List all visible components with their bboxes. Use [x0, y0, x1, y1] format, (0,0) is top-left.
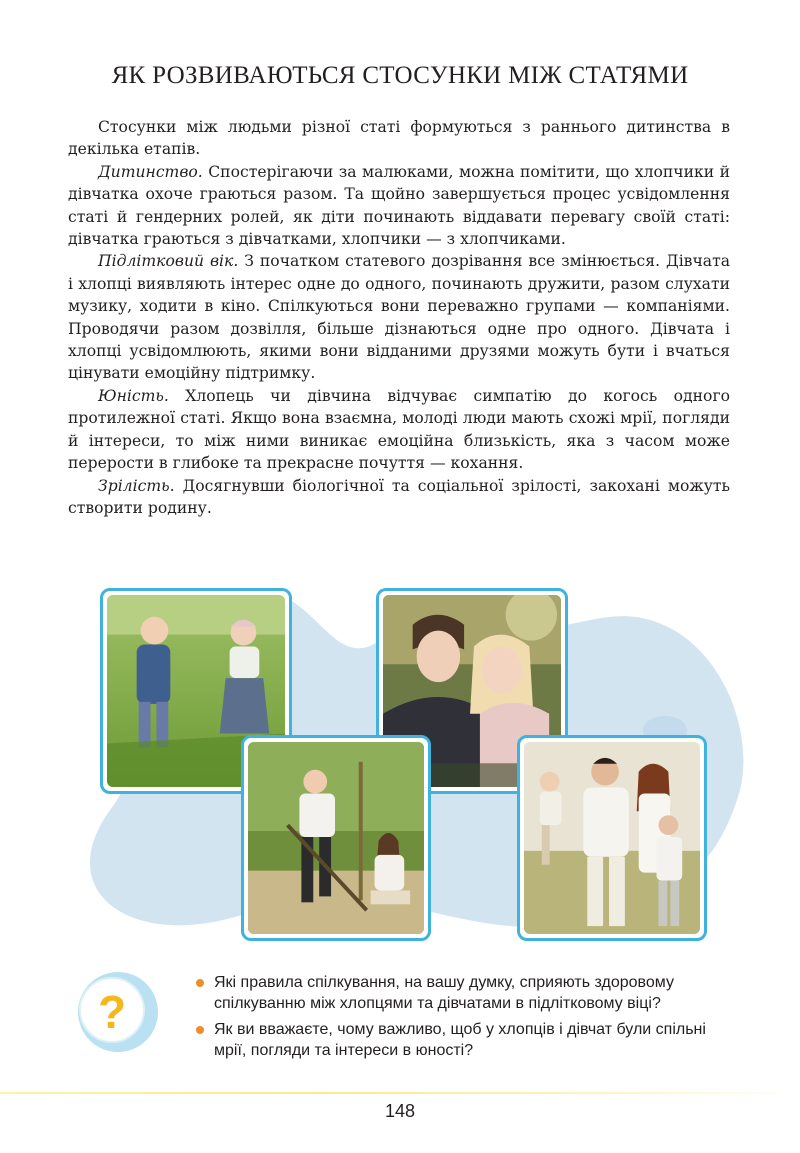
bullet-icon — [196, 979, 204, 987]
question-item: Як ви вважаєте, чому важливо, щоб у хлопців і дівчат були спільні мрії, погляди та інтереси в юності? — [196, 1019, 736, 1061]
intro-paragraph: Стосунки між людьми різної статі формуються з раннього дитинства в декілька етапів. — [68, 118, 730, 159]
svg-text:?: ? — [97, 986, 127, 1038]
page-number: 148 — [384, 1101, 416, 1121]
stage-paragraph-teen: Підлітковий вік. З початком статевого дозрівання все змінюється. Дівчата і хлопці виявляють інтерес одне до одного, починають дружити, разом слухати музику, ходити в кіно. Спілкуються вони переважно групами — компаніями. Проводячи разом дозвілля, більше дізнаються одне про одного. Дівчата і хлопці усвідомлюють, якими вони відданими друзями можуть бути і вчаться цінувати емоційну підтримку. — [68, 252, 730, 383]
photo-planting-tree — [241, 735, 431, 941]
question-item: Які правила спілкування, на вашу думку, сприяють здоровому спілкуванню між хлопцями та дівчатами в підлітковому віці? — [196, 972, 736, 1014]
questions-list — [196, 972, 736, 1066]
stage-term: Зрілість. — [98, 476, 175, 495]
footer-divider — [0, 1092, 800, 1094]
stage-paragraph-youth: Юність. Хлопець чи дівчина відчуває симпатію до когось одного протилежної статі. Якщо вона взаємна, молоді люди мають схожі мрії, погляди й інтереси, то між ними виникає емоційна близькість, яка з часом може перерости в глибоке та прекрасне почуття — кохання. — [68, 386, 730, 473]
stage-term: Юність. — [98, 386, 169, 405]
stage-term: Підлітковий вік. — [98, 252, 239, 271]
bullet-icon — [196, 1026, 204, 1034]
photo-collage — [0, 580, 800, 950]
stage-paragraph-maturity: Зрілість. Досягнувши біологічної та соціальної зрілості, закохані можуть створити родину. — [68, 476, 730, 517]
stage-paragraph-childhood: Дитинство. Спостерігаючи за малюками, можна помітити, що хлопчики й дівчатка охоче граються разом. Та щойно завершується процес усвідомлення статі й гендерних ролей, як діти починають віддавати перевагу своїй статі: дівчатка граються з дівчатками, хлопчики — з хлопчиками. — [68, 162, 730, 249]
questions-block — [0, 966, 800, 1066]
stage-term: Дитинство. — [98, 162, 203, 181]
question-mark-icon — [74, 970, 158, 1054]
photo-family — [517, 735, 707, 941]
family-image — [524, 742, 700, 934]
planting-image — [248, 742, 424, 934]
page-title: ЯК РОЗВИВАЮТЬСЯ СТОСУНКИ МІЖ СТАТЯМИ — [111, 62, 689, 89]
main-text — [68, 116, 730, 519]
